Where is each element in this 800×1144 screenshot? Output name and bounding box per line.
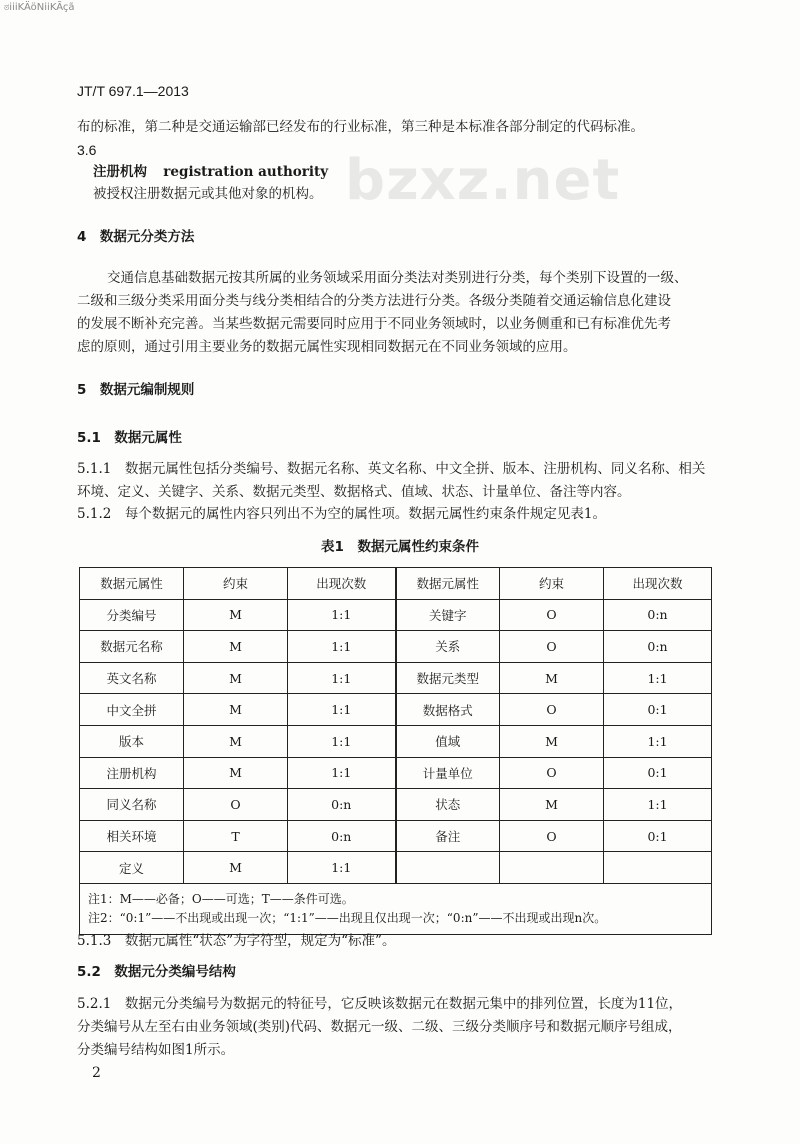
cell-occurrence: 1:1 — [288, 662, 396, 694]
table-row — [80, 725, 712, 757]
cell-attribute: 定义 — [80, 852, 184, 884]
cell-occurrence: 0:n — [288, 820, 396, 852]
header-attribute: 数据元属性 — [396, 568, 500, 600]
section-5-2-heading: 5.2 数据元分类编号结构 — [77, 964, 236, 980]
cell-attribute: 数据格式 — [396, 694, 500, 726]
section-5-heading: 5 数据元编制规则 — [77, 382, 195, 398]
cell-occurrence: 0:1 — [604, 820, 712, 852]
header-occurrence: 出现次数 — [288, 568, 396, 600]
cell-constraint: O — [500, 757, 604, 789]
cell-occurrence: 1:1 — [604, 789, 712, 821]
attribute-constraint-table — [79, 567, 712, 935]
cell-constraint: M — [500, 789, 604, 821]
section-4-line-4: 虑的原则，通过引用主要业务的数据元属性实现相同数据元在不同业务领域的应用。 — [77, 339, 577, 355]
section-4-line-3: 的发展不断补充完善。当某些数据元需要同时应用于不同业务领域时，以业务侧重和已有标准优先考 — [77, 316, 671, 332]
header-constraint: 约束 — [184, 568, 288, 600]
header-constraint: 约束 — [500, 568, 604, 600]
cell-constraint: M — [500, 725, 604, 757]
cell-attribute: 相关环境 — [80, 820, 184, 852]
section-4-heading: 4 数据元分类方法 — [77, 229, 195, 245]
cell-constraint: M — [184, 725, 288, 757]
cell-occurrence: 0:n — [288, 789, 396, 821]
cell-constraint — [500, 852, 604, 884]
top-mark: ಠiiiKÄöNiiKÃçã — [4, 2, 75, 13]
term-cn: 注册机构 — [93, 164, 147, 180]
cell-attribute: 英文名称 — [80, 662, 184, 694]
cell-constraint: O — [184, 789, 288, 821]
section-5-1-heading: 5.1 数据元属性 — [77, 430, 182, 446]
cell-constraint: O — [500, 631, 604, 663]
cell-occurrence: 1:1 — [604, 662, 712, 694]
cell-constraint: O — [500, 820, 604, 852]
cell-attribute: 值域 — [396, 725, 500, 757]
cell-attribute: 数据元名称 — [80, 631, 184, 663]
cell-attribute: 版本 — [80, 725, 184, 757]
cell-occurrence: 0:1 — [604, 757, 712, 789]
section-3-6-number: 3.6 — [77, 142, 97, 158]
cell-occurrence: 1:1 — [288, 599, 396, 631]
cell-attribute: 关系 — [396, 631, 500, 663]
cell-constraint: M — [184, 631, 288, 663]
cell-attribute: 分类编号 — [80, 599, 184, 631]
cell-attribute: 注册机构 — [80, 757, 184, 789]
table-notes-row — [80, 883, 712, 934]
table-row — [80, 631, 712, 663]
cell-attribute: 中文全拼 — [80, 694, 184, 726]
cell-attribute — [396, 852, 500, 884]
table-row — [80, 852, 712, 884]
table-title: 表1 数据元属性约束条件 — [321, 539, 479, 555]
cell-constraint: M — [184, 757, 288, 789]
clause-5-2-1-line-2: 分类编号从左至右由业务领域(类别)代码、数据元一级、二级、三级分类顺序号和数据元顺序号组成， — [77, 1019, 682, 1035]
header-attribute: 数据元属性 — [80, 568, 184, 600]
table-row — [80, 757, 712, 789]
page-number: 2 — [92, 1065, 101, 1081]
clause-5-2-1-line-1: 5.2.1 数据元分类编号为数据元的特征号，它反映该数据元在数据元集中的排列位置，长度为11位， — [77, 996, 683, 1012]
cell-constraint: T — [184, 820, 288, 852]
table-row — [80, 599, 712, 631]
table-note-1: 注1：M——必备；O——可选；T——条件可选。 — [88, 891, 354, 906]
section-4-line-1: 交通信息基础数据元按其所属的业务领域采用面分类法对类别进行分类，每个类别下设置的一级、 — [107, 270, 688, 286]
cell-attribute: 数据元类型 — [396, 662, 500, 694]
section-4-line-2: 二级和三级分类采用面分类与线分类相结合的分类方法进行分类。各级分类随着交通运输信息化建设 — [77, 293, 671, 309]
cell-constraint: M — [184, 852, 288, 884]
cell-attribute: 同义名称 — [80, 789, 184, 821]
table-notes — [80, 883, 712, 934]
term-entry — [93, 162, 328, 182]
cell-occurrence: 0:1 — [604, 694, 712, 726]
term-definition: 被授权注册数据元或其他对象的机构。 — [93, 186, 323, 202]
cell-occurrence: 1:1 — [288, 694, 396, 726]
cell-constraint: M — [184, 694, 288, 726]
clause-5-2-1-line-3: 分类编号结构如图1所示。 — [77, 1042, 235, 1058]
standard-code: JT/T 697.1—2013 — [77, 83, 189, 99]
cell-attribute: 备注 — [396, 820, 500, 852]
cell-constraint: M — [500, 662, 604, 694]
table-row — [80, 662, 712, 694]
cell-occurrence: 1:1 — [288, 631, 396, 663]
cell-occurrence: 1:1 — [288, 757, 396, 789]
cell-occurrence: 1:1 — [288, 852, 396, 884]
cell-occurrence — [604, 852, 712, 884]
clause-5-1-1-line-2: 环境、定义、关键字、关系、数据元类型、数据格式、值域、状态、计量单位、备注等内容。 — [77, 484, 631, 500]
cell-constraint: O — [500, 694, 604, 726]
watermark: bzxz.net — [345, 148, 621, 213]
clause-5-1-1-line-1: 5.1.1 数据元属性包括分类编号、数据元名称、英文名称、中文全拼、版本、注册机构、同义名称、相关 — [77, 461, 706, 477]
cell-occurrence: 1:1 — [288, 725, 396, 757]
table-note-2: 注2：“0:1”——不出现或出现一次；“1:1”——出现且仅出现一次；“0:n”——不出现或出现n次。 — [88, 910, 607, 925]
cell-constraint: M — [184, 662, 288, 694]
cell-constraint: O — [500, 599, 604, 631]
paragraph-continuation: 布的标准，第二种是交通运输部已经发布的行业标准，第三种是本标准各部分制定的代码标准。 — [77, 119, 644, 135]
cell-attribute: 计量单位 — [396, 757, 500, 789]
cell-occurrence: 1:1 — [604, 725, 712, 757]
term-en: registration authority — [163, 164, 329, 180]
table-row — [80, 789, 712, 821]
cell-constraint: M — [184, 599, 288, 631]
clause-5-1-3: 5.1.3 数据元属性“状态”为字符型，规定为“标准”。 — [77, 933, 396, 949]
clause-5-1-2: 5.1.2 每个数据元的属性内容只列出不为空的属性项。数据元属性约束条件规定见表1。 — [77, 506, 606, 522]
table-row — [80, 694, 712, 726]
table-header-row — [80, 568, 712, 600]
cell-attribute: 状态 — [396, 789, 500, 821]
cell-occurrence: 0:n — [604, 599, 712, 631]
cell-attribute: 关键字 — [396, 599, 500, 631]
table-row — [80, 820, 712, 852]
header-occurrence: 出现次数 — [604, 568, 712, 600]
cell-occurrence: 0:n — [604, 631, 712, 663]
